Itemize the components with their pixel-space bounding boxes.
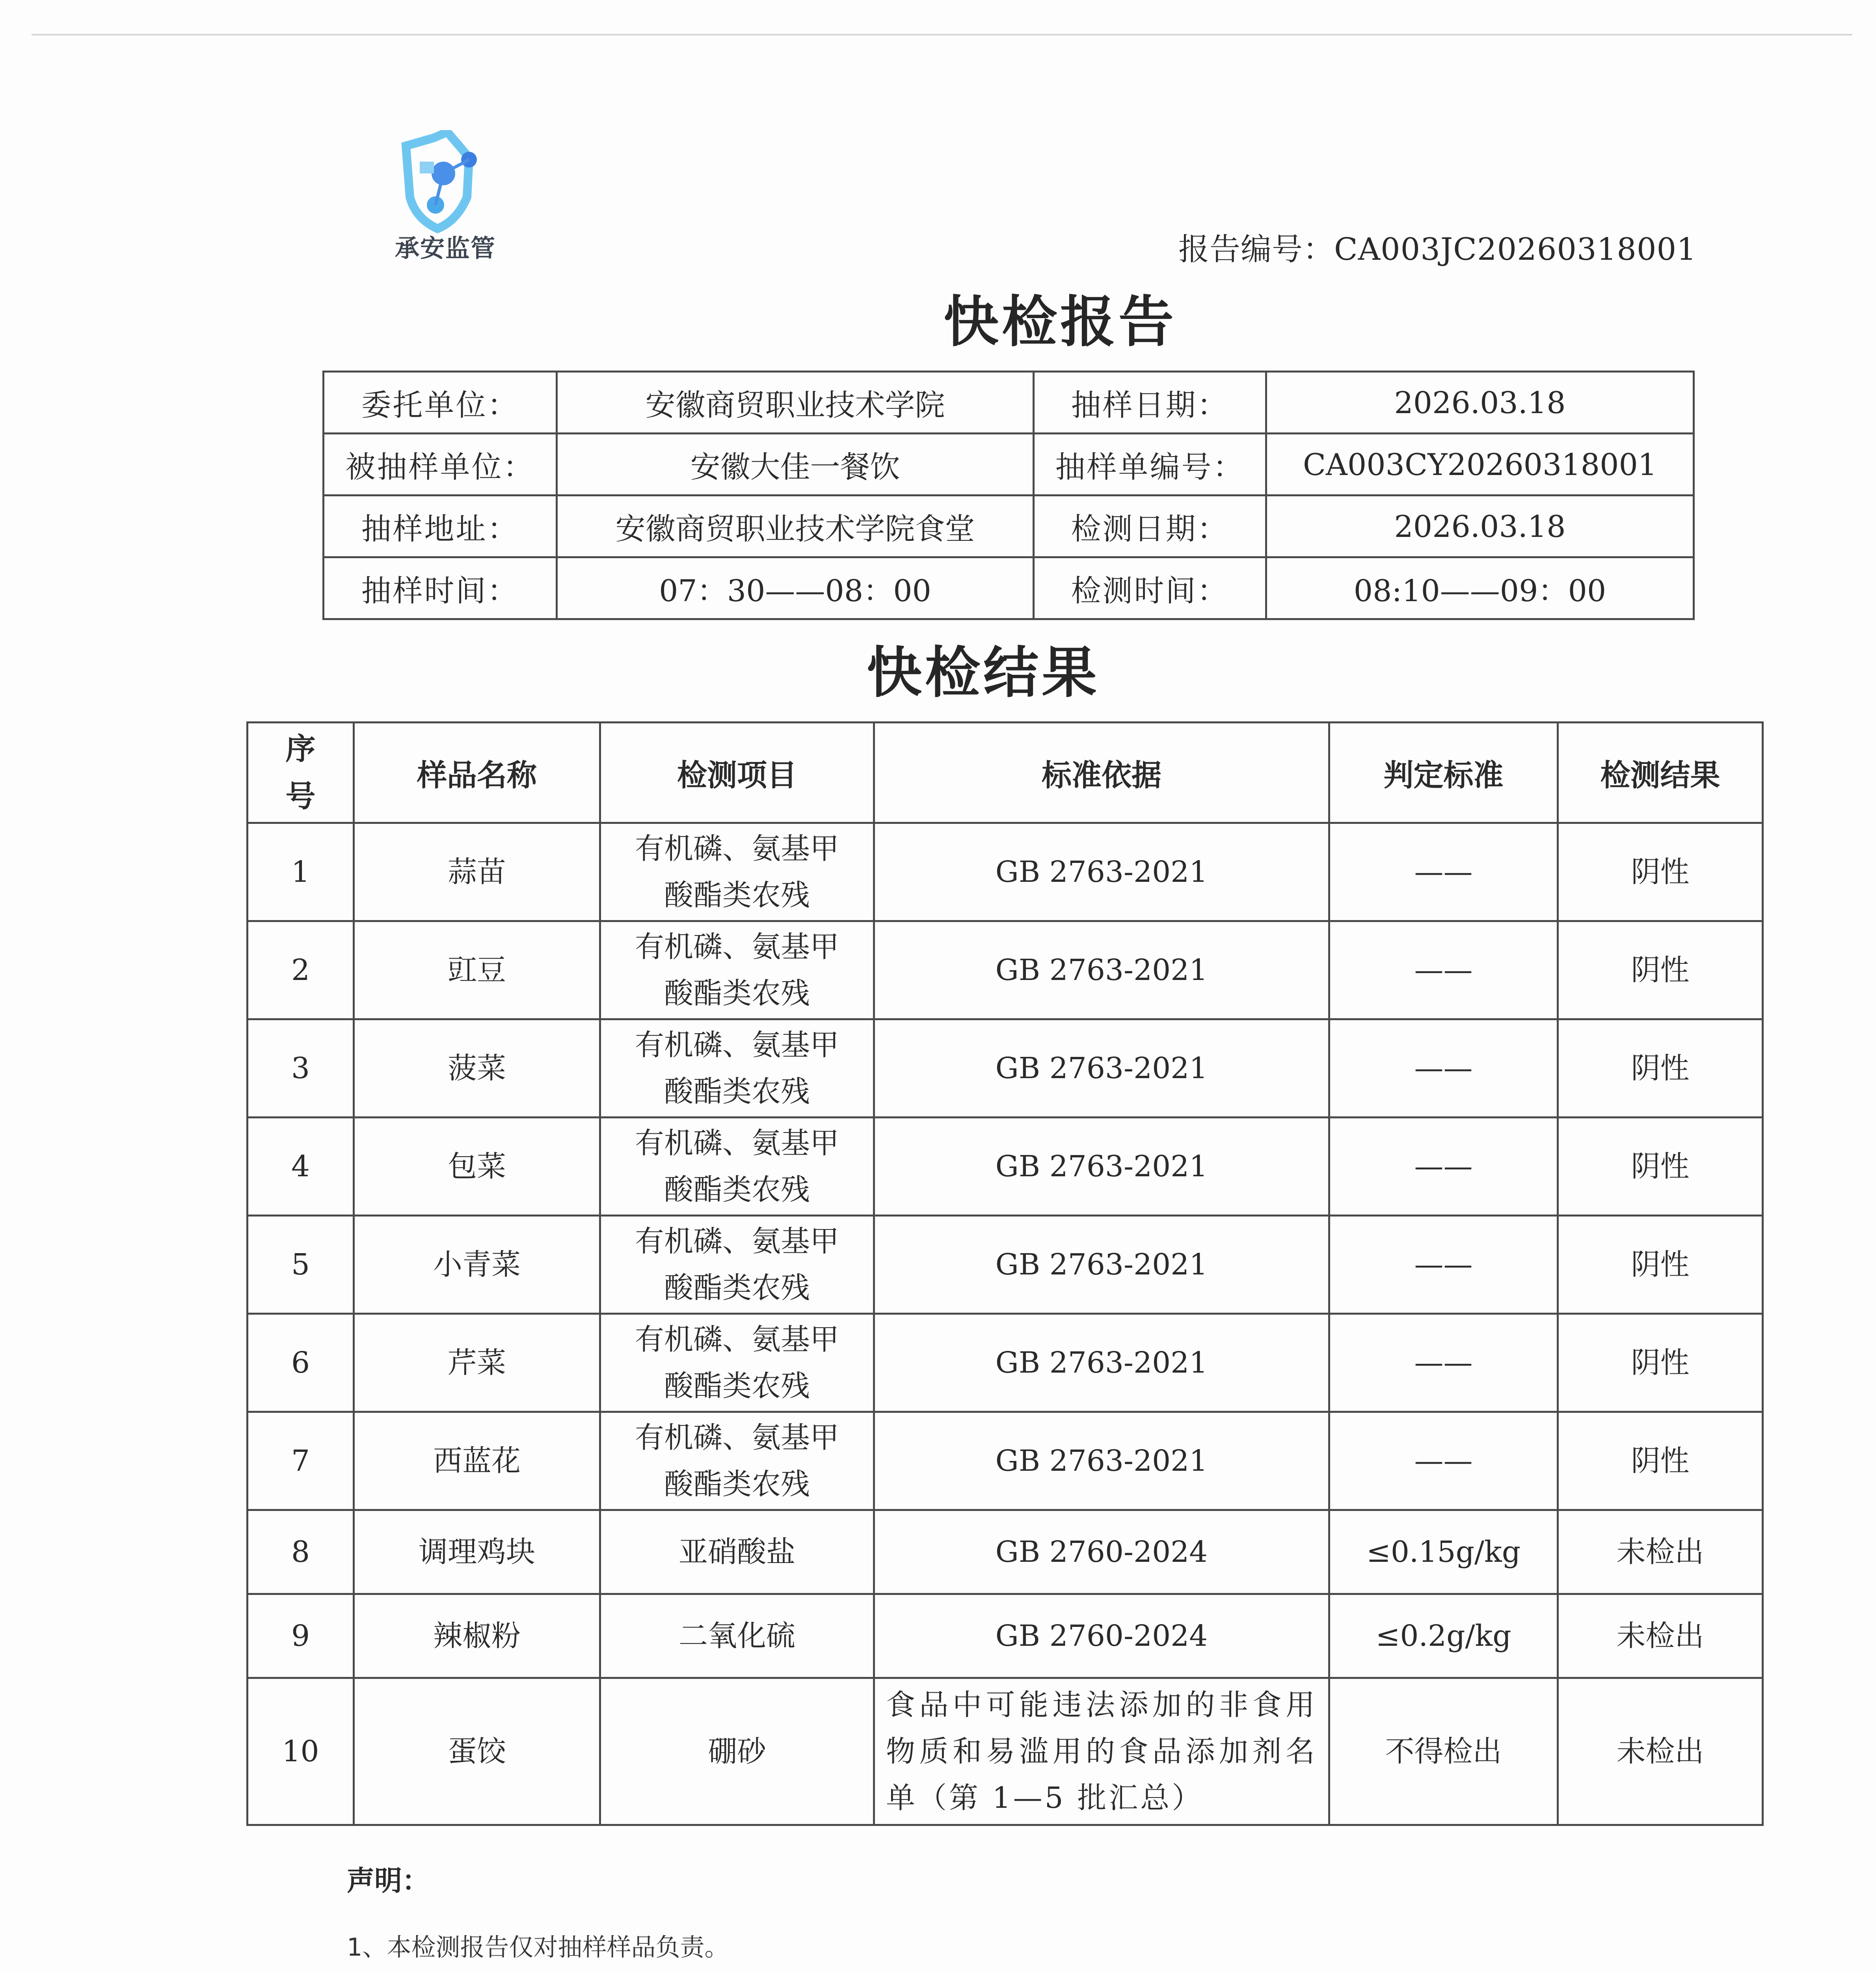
seq-cell: 3 bbox=[248, 1019, 354, 1118]
result-cell: 阴性 bbox=[1558, 1118, 1763, 1216]
test-item-line: 酸酯类农残 bbox=[664, 1173, 810, 1207]
results-header-row bbox=[248, 723, 1763, 823]
seq-cell: 9 bbox=[248, 1594, 354, 1678]
criterion-cell: —— bbox=[1329, 1216, 1558, 1314]
company-logo bbox=[378, 130, 512, 263]
test-item-cell bbox=[600, 921, 874, 1019]
standard-basis-cell: GB 2763-2021 bbox=[874, 1216, 1329, 1314]
sample-name-cell: 西蓝花 bbox=[354, 1412, 600, 1510]
sample-sheet-no-value: CA003CY20260318001 bbox=[1266, 434, 1694, 496]
header-test-item: 检测项目 bbox=[600, 723, 874, 823]
header-standard-basis: 标准依据 bbox=[874, 723, 1329, 823]
client-value: 安徽商贸职业技术学院 bbox=[557, 372, 1034, 434]
sample-name-cell: 辣椒粉 bbox=[354, 1594, 600, 1678]
test-item-line: 有机磷、氨基甲 bbox=[635, 930, 839, 964]
result-cell: 阴性 bbox=[1558, 921, 1763, 1019]
test-item-line: 有机磷、氨基甲 bbox=[635, 1323, 839, 1356]
info-row bbox=[324, 434, 1694, 496]
result-row bbox=[248, 1412, 1763, 1510]
results-title: 快检结果 bbox=[866, 641, 1100, 705]
test-item-cell bbox=[600, 1019, 874, 1118]
seq-cell: 8 bbox=[248, 1510, 354, 1594]
test-item-cell bbox=[600, 1594, 874, 1678]
test-time-value: 08:10——09：00 bbox=[1266, 557, 1694, 619]
test-item-line: 有机磷、氨基甲 bbox=[635, 1224, 839, 1258]
standard-basis-cell: GB 2763-2021 bbox=[874, 1314, 1329, 1412]
criterion-cell: —— bbox=[1329, 1118, 1558, 1216]
result-row bbox=[248, 1019, 1763, 1118]
criterion-cell: —— bbox=[1329, 1314, 1558, 1412]
test-date-label: 检测日期： bbox=[1034, 496, 1266, 557]
results-table bbox=[246, 721, 1764, 1826]
sampling-address-value: 安徽商贸职业技术学院食堂 bbox=[557, 496, 1034, 557]
sample-name-cell: 小青菜 bbox=[354, 1216, 600, 1314]
header-seq bbox=[248, 723, 354, 823]
result-cell: 阴性 bbox=[1558, 1412, 1763, 1510]
criterion-cell: ≤0.2g/kg bbox=[1329, 1594, 1558, 1678]
standard-basis-cell: 食品中可能违法添加的非食用物质和易滥用的食品添加剂名单（第 1—5 批汇总） bbox=[874, 1678, 1329, 1825]
seq-cell: 2 bbox=[248, 921, 354, 1019]
statement-item: 1、本检测报告仅对抽样样品负责。 bbox=[347, 1933, 729, 1962]
header-result: 检测结果 bbox=[1558, 723, 1763, 823]
standard-basis-cell: GB 2760-2024 bbox=[874, 1510, 1329, 1594]
test-item-line: 酸酯类农残 bbox=[664, 878, 810, 912]
standard-basis-cell: GB 2763-2021 bbox=[874, 1118, 1329, 1216]
sample-name-cell: 包菜 bbox=[354, 1118, 600, 1216]
seq-cell: 10 bbox=[248, 1678, 354, 1825]
result-cell: 未检出 bbox=[1558, 1678, 1763, 1825]
sample-name-cell: 菠菜 bbox=[354, 1019, 600, 1118]
sampling-date-label: 抽样日期： bbox=[1034, 372, 1266, 434]
result-row bbox=[248, 1314, 1763, 1412]
test-item-cell bbox=[600, 1510, 874, 1594]
criterion-cell: —— bbox=[1329, 1019, 1558, 1118]
report-number-value: CA003JC20260318001 bbox=[1334, 232, 1697, 267]
standard-basis-cell: GB 2763-2021 bbox=[874, 1412, 1329, 1510]
test-item-line: 酸酯类农残 bbox=[664, 1271, 810, 1305]
standard-basis-cell: GB 2760-2024 bbox=[874, 1594, 1329, 1678]
criterion-cell: ≤0.15g/kg bbox=[1329, 1510, 1558, 1594]
test-item-cell bbox=[600, 1118, 874, 1216]
result-cell: 阴性 bbox=[1558, 823, 1763, 921]
test-item-line: 酸酯类农残 bbox=[664, 976, 810, 1010]
standard-basis-cell: GB 2763-2021 bbox=[874, 1019, 1329, 1118]
test-item-line: 有机磷、氨基甲 bbox=[635, 1421, 839, 1455]
test-item-cell bbox=[600, 1412, 874, 1510]
result-cell: 阴性 bbox=[1558, 1314, 1763, 1412]
test-item-cell bbox=[600, 1216, 874, 1314]
seq-cell: 4 bbox=[248, 1118, 354, 1216]
criterion-cell: —— bbox=[1329, 921, 1558, 1019]
test-item-line: 有机磷、氨基甲 bbox=[635, 832, 839, 866]
criterion-cell: —— bbox=[1329, 823, 1558, 921]
info-row bbox=[324, 496, 1694, 557]
sampling-time-value: 07：30——08：00 bbox=[557, 557, 1034, 619]
seq-cell: 6 bbox=[248, 1314, 354, 1412]
test-item-cell bbox=[600, 823, 874, 921]
sampling-info-table bbox=[322, 371, 1695, 620]
scan-edge-line bbox=[32, 34, 1852, 35]
page-title: 快检报告 bbox=[943, 290, 1177, 354]
result-row bbox=[248, 1678, 1763, 1825]
result-row bbox=[248, 823, 1763, 921]
result-row bbox=[248, 1510, 1763, 1594]
criterion-cell: —— bbox=[1329, 1412, 1558, 1510]
sampled-unit-value: 安徽大佳一餐饮 bbox=[557, 434, 1034, 496]
result-row bbox=[248, 921, 1763, 1019]
header-criterion: 判定标准 bbox=[1329, 723, 1558, 823]
result-cell: 阴性 bbox=[1558, 1216, 1763, 1314]
seq-cell: 5 bbox=[248, 1216, 354, 1314]
standard-basis-cell: GB 2763-2021 bbox=[874, 823, 1329, 921]
test-item-line: 酸酯类农残 bbox=[664, 1369, 810, 1403]
seq-cell: 1 bbox=[248, 823, 354, 921]
sample-name-cell: 芹菜 bbox=[354, 1314, 600, 1412]
result-row bbox=[248, 1118, 1763, 1216]
test-item-cell bbox=[600, 1678, 874, 1825]
test-item-line: 硼砂 bbox=[708, 1734, 766, 1768]
sampling-address-label: 抽样地址： bbox=[324, 496, 557, 557]
criterion-cell: 不得检出 bbox=[1329, 1678, 1558, 1825]
result-cell: 未检出 bbox=[1558, 1594, 1763, 1678]
sample-name-cell: 蛋饺 bbox=[354, 1678, 600, 1825]
report-number-label: 报告编号： bbox=[1178, 232, 1334, 267]
result-row bbox=[248, 1216, 1763, 1314]
report-number bbox=[1178, 225, 1697, 269]
sample-name-cell: 调理鸡块 bbox=[354, 1510, 600, 1594]
test-item-line: 酸酯类农残 bbox=[664, 1467, 810, 1501]
seq-cell: 7 bbox=[248, 1412, 354, 1510]
test-time-label: 检测时间： bbox=[1034, 557, 1266, 619]
test-item-line: 酸酯类农残 bbox=[664, 1075, 810, 1108]
test-item-line: 有机磷、氨基甲 bbox=[635, 1126, 839, 1160]
sample-name-cell: 豇豆 bbox=[354, 921, 600, 1019]
result-cell: 未检出 bbox=[1558, 1510, 1763, 1594]
header-seq-line2: 号 bbox=[285, 779, 316, 814]
header-seq-line1: 序 bbox=[285, 731, 316, 766]
sampling-date-value: 2026.03.18 bbox=[1266, 372, 1694, 434]
sampled-unit-label: 被抽样单位： bbox=[324, 434, 557, 496]
logo-text: 承安监管 bbox=[395, 234, 496, 263]
result-row bbox=[248, 1594, 1763, 1678]
test-item-line: 亚硝酸盐 bbox=[679, 1535, 795, 1569]
client-label: 委托单位： bbox=[324, 372, 557, 434]
info-row bbox=[324, 372, 1694, 434]
header-sample-name: 样品名称 bbox=[354, 723, 600, 823]
result-cell: 阴性 bbox=[1558, 1019, 1763, 1118]
test-item-line: 有机磷、氨基甲 bbox=[635, 1028, 839, 1062]
test-date-value: 2026.03.18 bbox=[1266, 496, 1694, 557]
test-item-cell bbox=[600, 1314, 874, 1412]
standard-basis-cell: GB 2763-2021 bbox=[874, 921, 1329, 1019]
test-item-line: 二氧化硫 bbox=[679, 1619, 795, 1653]
sampling-time-label: 抽样时间： bbox=[324, 557, 557, 619]
sample-name-cell: 蒜苗 bbox=[354, 823, 600, 921]
statement-title: 声明： bbox=[347, 1865, 430, 1897]
sample-sheet-no-label: 抽样单编号： bbox=[1034, 434, 1266, 496]
info-row bbox=[324, 557, 1694, 619]
